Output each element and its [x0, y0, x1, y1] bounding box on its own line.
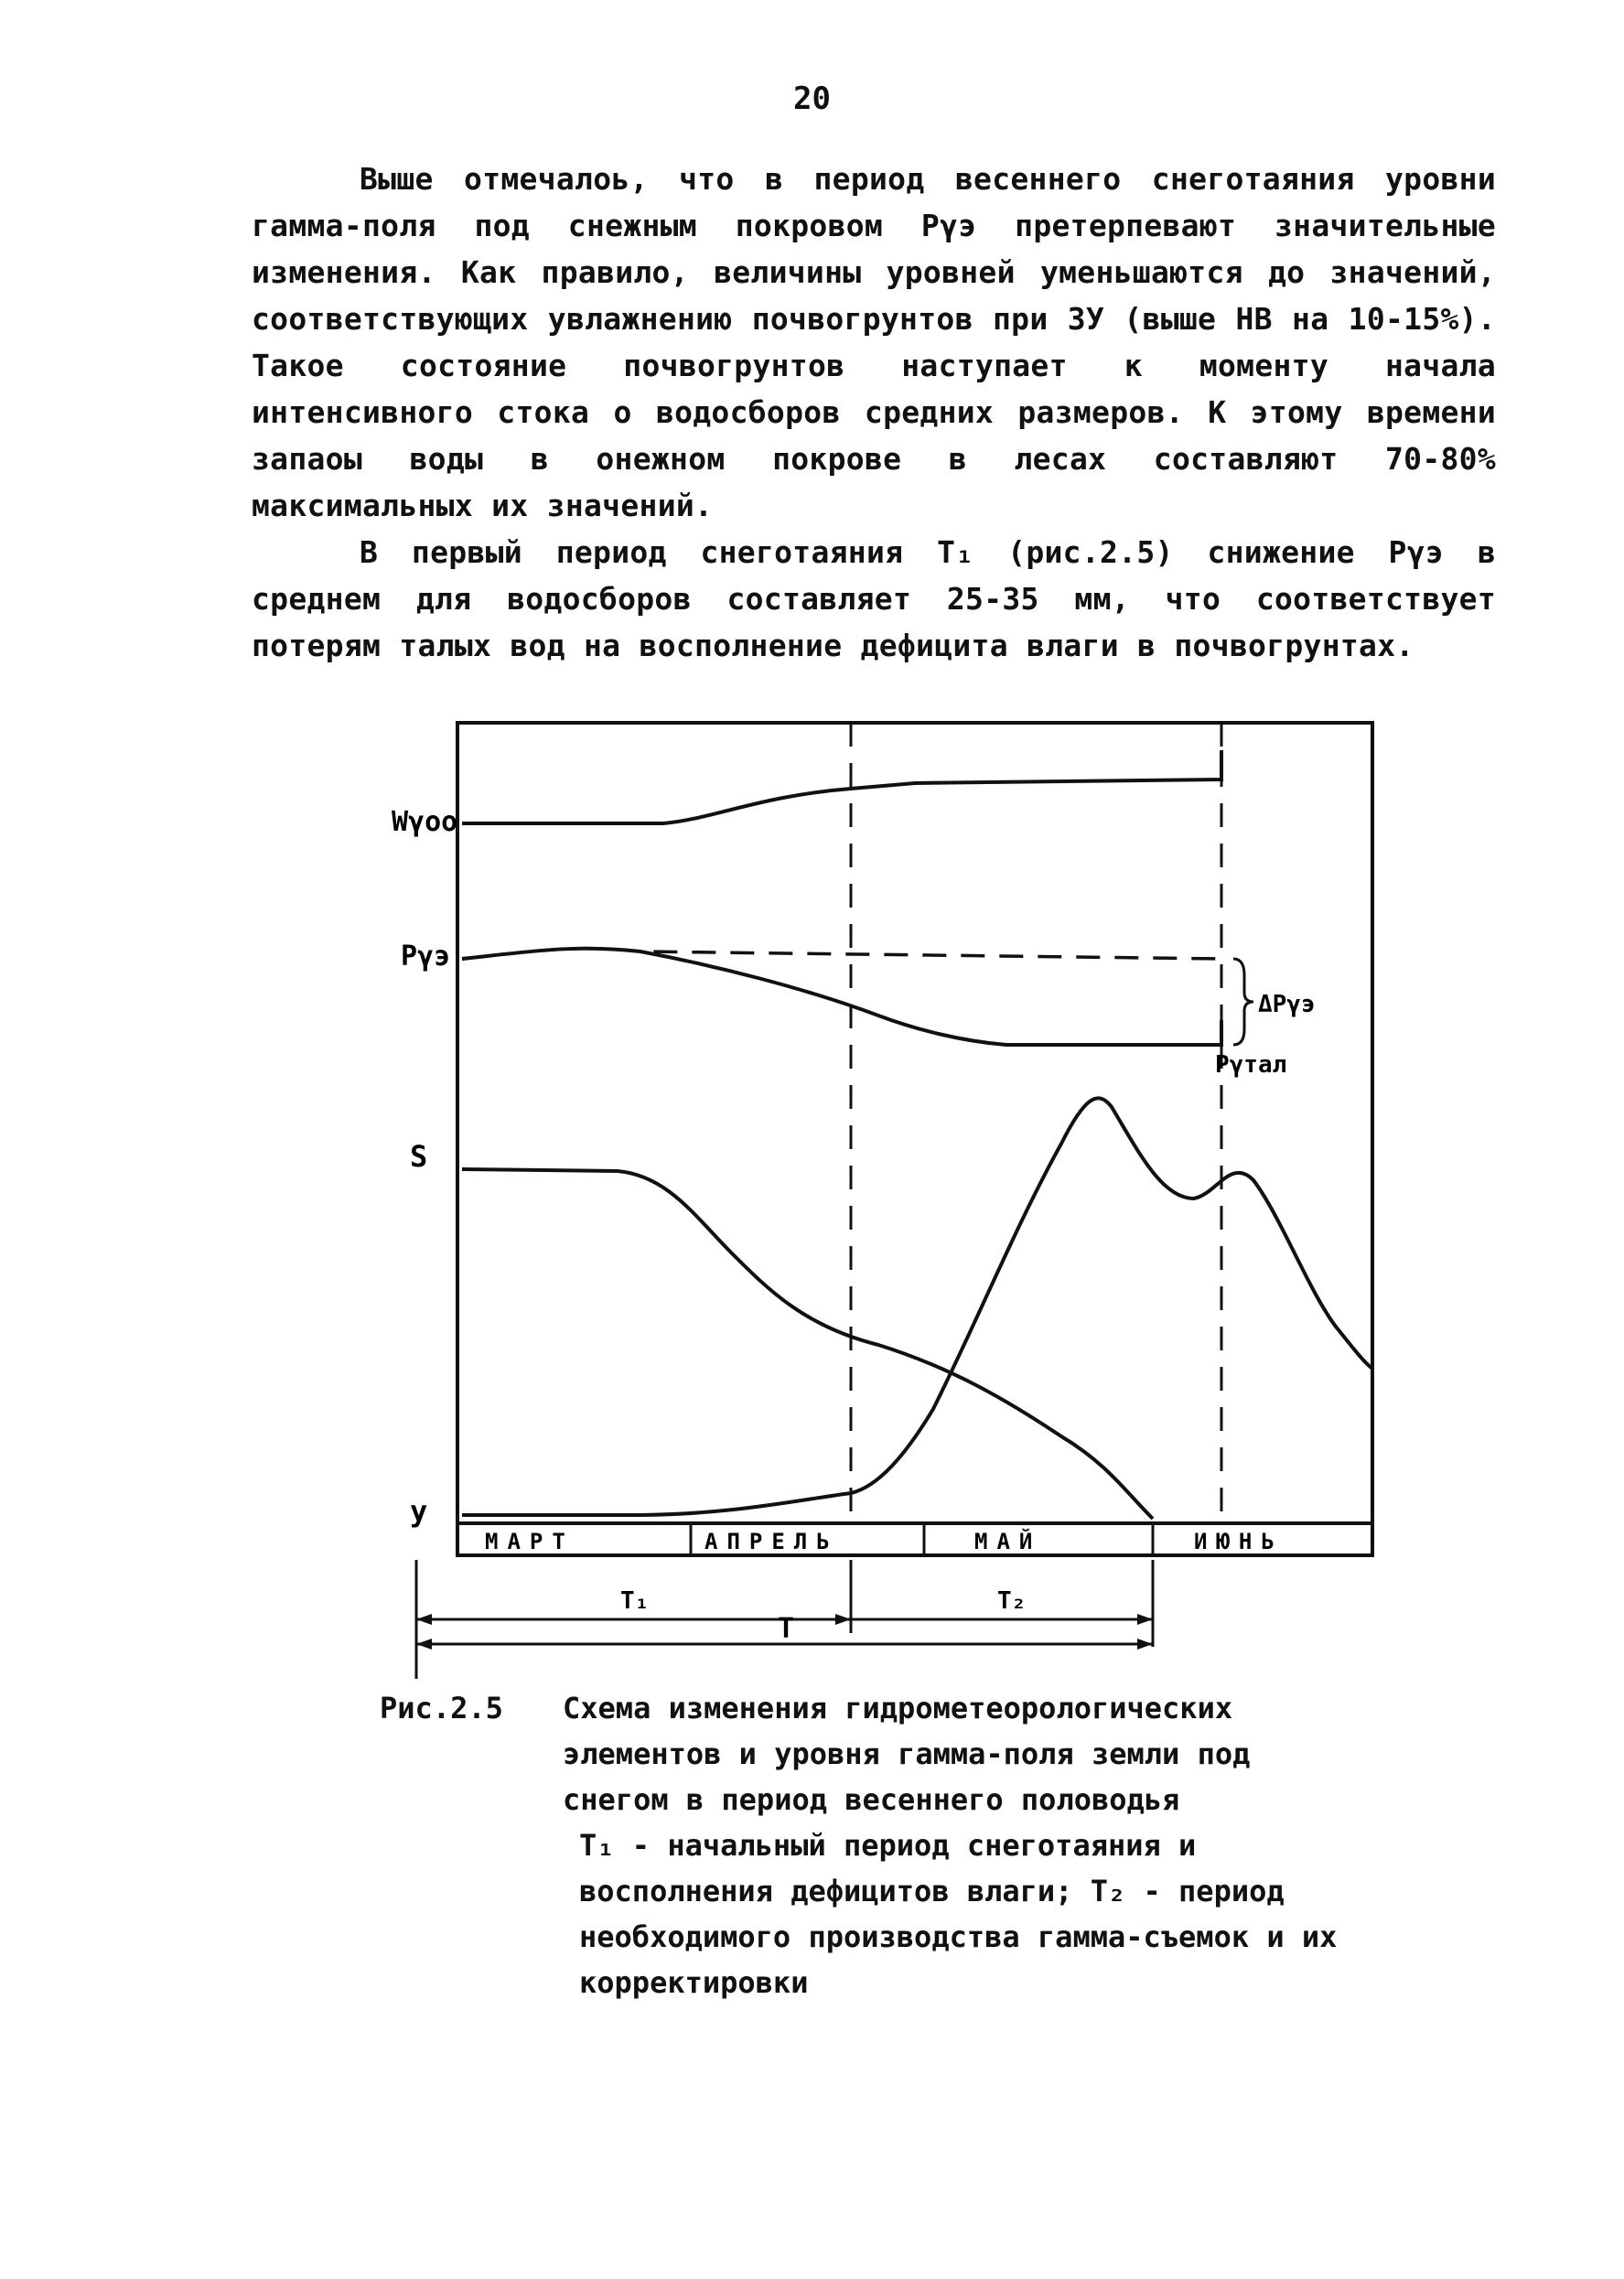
caption-line-3: снегом в период весеннего половодья [563, 1782, 1180, 1817]
curve-y [462, 1098, 1372, 1515]
month-may: МАЙ [974, 1529, 1042, 1554]
caption-label: Рис.2.5 [380, 1691, 503, 1725]
label-y: y [410, 1494, 428, 1529]
curve-p [462, 949, 1221, 1045]
month-june: ИЮНЬ [1194, 1529, 1284, 1554]
caption-line-4: T₁ - начальный период снеготаяния и восполнения дефицитов влаги; T₂ - период необходимого производства гамма-съемок и их корректировки [579, 1828, 1338, 2000]
paragraph-1: Выше отмечалоь, что в период весеннего снеготаяния уровни гамма-поля под снежным покровом Pγэ претерпевают значительные изменения. Как правило, величины уровней уменьшаются до значений, соответствующих увлажнению почвогрунтов при ЗУ (выше НВ на 10-15%). Такое состояние почвогрунтов наступает к моменту начала интенсивного стока о водосборов средних размеров. К этому времени запаоы воды в онежном покрове в лесах составляют 70-80% максимальных их значений. [252, 161, 1496, 523]
caption-text [563, 1685, 1395, 2005]
label-p: Pγэ [401, 941, 451, 973]
label-s: S [410, 1139, 428, 1174]
label-t1: T₁ [620, 1587, 650, 1615]
page-number: 20 [793, 81, 831, 117]
month-march: МАРТ [485, 1529, 575, 1554]
label-delta-p: ΔPγэ [1258, 991, 1316, 1018]
delta-p-brace [1233, 959, 1253, 1045]
plot-frame [457, 723, 1372, 1555]
label-t2: T₂ [997, 1587, 1027, 1615]
caption-line-2: элементов и уровня гамма-поля земли под [563, 1736, 1251, 1771]
body-text [252, 156, 1496, 669]
label-p-tal: Pγтал [1215, 1051, 1287, 1079]
curve-s [462, 1169, 1153, 1519]
caption-line-1: Схема изменения гидрометеорологических [563, 1691, 1233, 1725]
figure-2-5 [366, 704, 1418, 1693]
label-w: Wγоо [392, 806, 458, 838]
curve-w [462, 750, 1221, 823]
month-april: АПРЕЛЬ [704, 1529, 839, 1554]
label-t: T [778, 1613, 795, 1645]
paragraph-2: В первый период снеготаяния T₁ (рис.2.5) снижение Pγэ в среднем для водосборов составляет 25-35 мм, что соответствует потерям талых вод на восполнение дефицита влаги в почвогрунтах. [252, 534, 1496, 663]
